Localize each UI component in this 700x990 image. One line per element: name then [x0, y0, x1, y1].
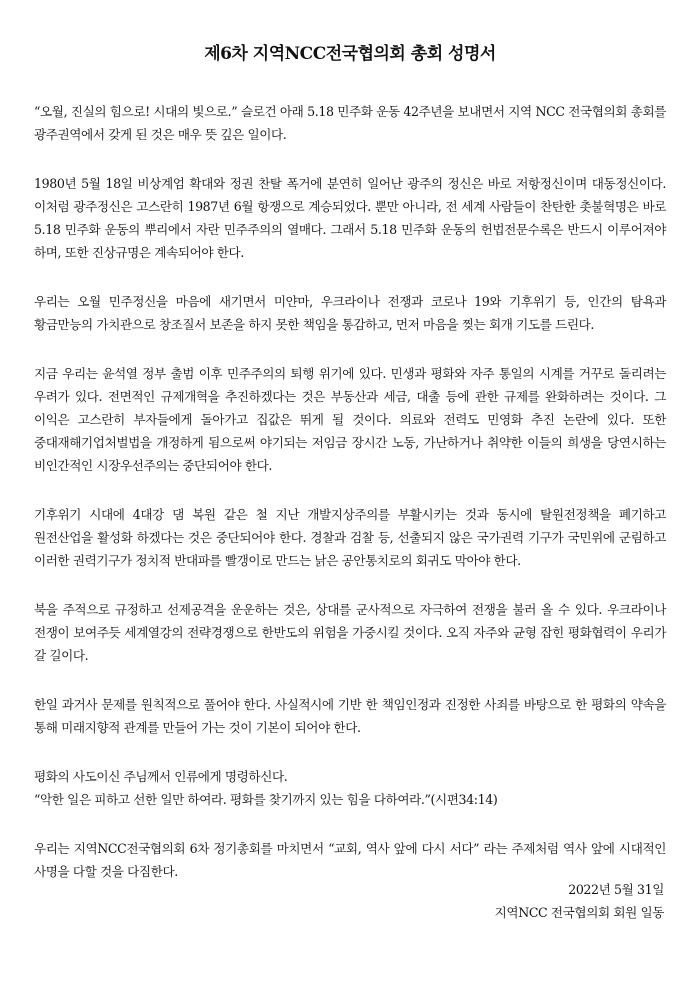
- signatory: 지역NCC 전국협의회 회원 일동: [494, 905, 664, 920]
- page-title: 제6차 지역NCC전국협의회 총회 성명서: [204, 44, 496, 64]
- scripture-quote: “악한 일은 피하고 선한 일만 하여라. 평화를 찾기까지 있는 힘을 다하여라.”(시편34:14): [34, 792, 498, 807]
- paragraph-korea-japan: 한일 과거사 문제를 원칙적으로 풀어야 한다. 사실적시에 기반 한 책임인정과 진정한 사죄를 바탕으로 한 평화의 약속을 통해 미래지향적 관계를 만들어 가는 것이 기본이 되어야 한다.: [34, 697, 666, 735]
- paragraph-repentance: 우리는 오월 민주정신을 마음에 새기면서 미얀마, 우크라이나 전쟁과 코로나 19와 기후위기 등, 인간의 탐욕과 황금만능의 가치관으로 창조질서 보존을 하지 못한 책임을 통감하고, 먼저 마음을 찢는 회개 기도를 드린다.: [34, 294, 666, 332]
- paragraph-climate-crisis: 기후위기 시대에 4대강 댐 복원 같은 철 지난 개발지상주의를 부활시키는 것과 동시에 탈원전정책을 폐기하고 원전산업을 활성화 하겠다는 것은 중단되어야 한다. 경찰과 검찰 등, 선출되지 않은 국가권력 기구가 국민위에 군림하고 이러한 권력기구가 정치적 반대파를 빨갱이로 만드는 낡은 공안통치로의 회귀도 막아야 한다.: [34, 507, 666, 568]
- statement-date: 2022년 5월 31일: [568, 882, 664, 897]
- scripture-intro: 평화의 사도이신 주님께서 인류에게 명령하신다.: [34, 769, 288, 784]
- paragraph-peace-cooperation: 북을 주적으로 규정하고 선제공격을 운운하는 것은, 상대를 군사적으로 자극하여 전쟁을 불러 올 수 있다. 우크라이나 전쟁이 보여주듯 세계열강의 전략경쟁으로 한반도의 위험을 가중시킬 것이다. 오직 자주와 균형 잡힌 평화협력이 우리가 갈 길이다.: [34, 602, 666, 663]
- paragraph-slogan: “오월, 진실의 힘으로! 시대의 빛으로.” 슬로건 아래 5.18 민주화 운동 42주년을 보내면서 지역 NCC 전국협의회 총회를 광주권역에서 갖게 된 것은 매우 뜻 깊은 일이다.: [34, 104, 666, 142]
- paragraph-scripture: [34, 765, 666, 811]
- paragraph-closing: 우리는 지역NCC전국협의회 6차 정기총회를 마치면서 “교회, 역사 앞에 다시 서다” 라는 주제처럼 역사 앞에 시대적인 사명을 다할 것을 다짐한다.: [34, 841, 666, 879]
- paragraph-democracy-crisis: 지금 우리는 윤석열 정부 출범 이후 민주주의의 퇴행 위기에 있다. 민생과 평화와 자주 통일의 시계를 거꾸로 돌리려는 우려가 있다. 전면적인 규제개혁을 추진하겠다는 것은 부동산과 세금, 대출 등에 관한 규제를 완화하려는 것이다. 그 이익은 고스란히 부자들에게 돌아가고 집값은 뛰게 될 것이다. 의료와 전력도 민영화 추진 논란에 있다. 또한 중대재해기업처벌법을 개정하게 됨으로써 야기되는 저임금 장시간 노동, 가난하거나 취약한 이들의 희생을 당연시하는 비인간적인 시장우선주의는 중단되어야 한다.: [34, 366, 666, 473]
- paragraph-gwangju-spirit: 1980년 5월 18일 비상계엄 확대와 정권 찬탈 폭거에 분연히 일어난 광주의 정신은 바로 저항정신이며 대동정신이다. 이처럼 광주정신은 고스란히 1987년 6월 항쟁으로 계승되었다. 뿐만 아니라, 전 세계 사람들이 찬탄한 촛불혁명은 바로 5.18 민주화 운동의 뿌리에서 자란 민주주의의 열매다. 그래서 5.18 민주화 운동의 헌법전문수록은 반드시 이루어져야 하며, 또한 진상규명은 계속되어야 한다.: [34, 176, 666, 260]
- signature-block: [495, 878, 664, 924]
